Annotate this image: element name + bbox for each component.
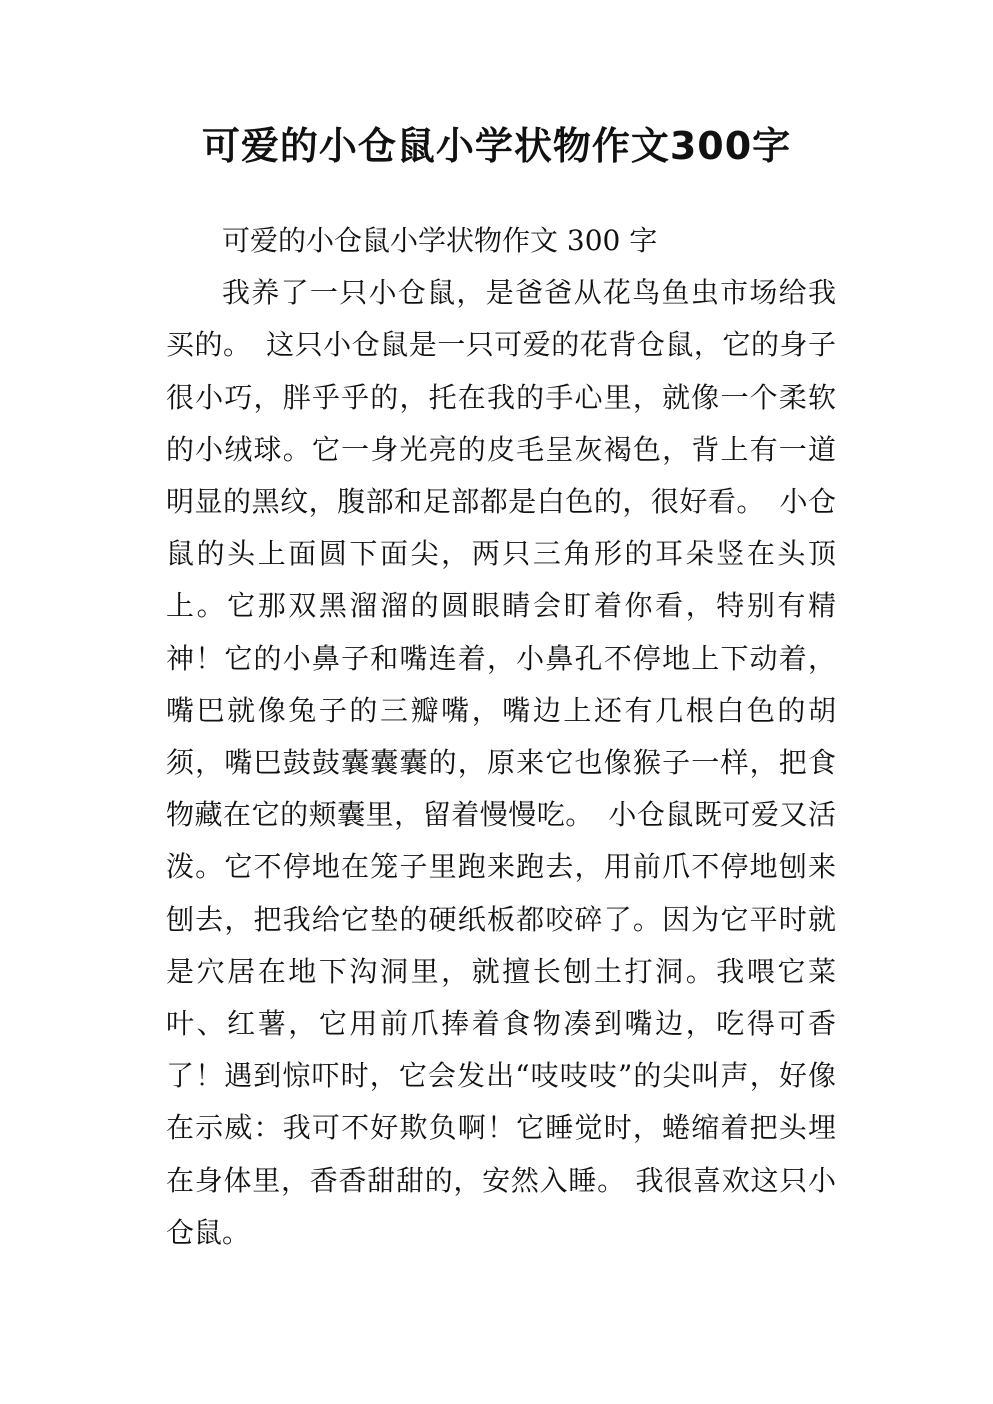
document-title: 可爱的小仓鼠小学状物作文300字 [201, 124, 792, 168]
body-paragraph: 我养了一只小仓鼠，是爸爸从花鸟鱼虫市场给我买的。 这只小仓鼠是一只可爱的花背仓鼠，它的身子很小巧，胖乎乎的，托在我的手心里，就像一个柔软的小绒球。它一身光亮的皮毛呈灰褐色，背上有一道明显的黑纹，腹部和足部都是白色的，很好看。 小仓鼠的头上面圆下面尖，两只三角形的耳朵竖在头顶上。它那双黑溜溜的圆眼睛会盯着你看，特别有精神！它的小鼻子和嘴连着，小鼻孔不停地上下动着，嘴巴就像兔子的三瓣嘴，嘴边上还有几根白色的胡须，嘴巴鼓鼓囊囊囊的，原来它也像猴子一样，把食物藏在它的颊囊里，留着慢慢吃。 小仓鼠既可爱又活泼。它不停地在笼子里跑来跑去，用前爪不停地刨来刨去，把我给它垫的硬纸板都咬碎了。因为它平时就是穴居在地下沟洞里，就擅长刨土打洞。我喂它菜叶、红薯，它用前爪捧着食物凑到嘴边，吃得可香了！遇到惊吓时，它会发出“吱吱吱”的尖叫声，好像在示威：我可不好欺负啊！它睡觉时，蜷缩着把头埋在身体里，香香甜甜的，安然入睡。 我很喜欢这只小仓鼠。 [166, 276, 836, 1249]
subtitle-line: 可爱的小仓鼠小学状物作文 300 字 [222, 224, 658, 257]
document-body [166, 215, 836, 1259]
